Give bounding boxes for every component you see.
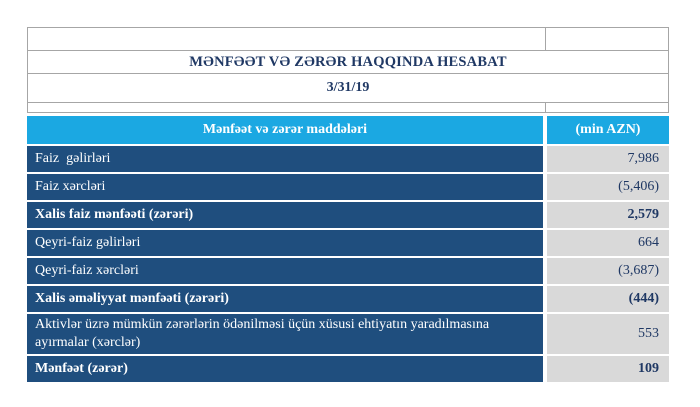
row-label: Faiz gəlirləri xyxy=(27,146,543,172)
row-value: (3,687) xyxy=(547,258,669,284)
empty-cell xyxy=(546,28,669,51)
report-title: MƏNFƏƏT VƏ ZƏRƏR HAQQINDA HESABAT xyxy=(28,51,669,74)
row-label: Xalis faiz mənfəəti (zərəri) xyxy=(27,202,543,228)
empty-row xyxy=(28,28,669,51)
column-header-items: Mənfəət və zərər maddələri xyxy=(27,116,543,144)
date-row xyxy=(28,74,669,103)
row-value: 553 xyxy=(547,314,669,354)
report-body xyxy=(27,116,669,382)
profit-loss-report xyxy=(27,27,669,382)
table-row-subtotal xyxy=(27,286,669,312)
table-row xyxy=(27,314,669,354)
column-header-unit: (min AZN) xyxy=(547,116,669,144)
table-row-total xyxy=(27,356,669,382)
table-row xyxy=(27,174,669,200)
column-header-row xyxy=(27,116,669,144)
row-value: 7,986 xyxy=(547,146,669,172)
table-row xyxy=(27,230,669,256)
row-label: Qeyri-faiz gəlirləri xyxy=(27,230,543,256)
row-value: 664 xyxy=(547,230,669,256)
empty-cell xyxy=(28,103,546,113)
empty-cell xyxy=(546,103,669,113)
title-row xyxy=(28,51,669,74)
spacer-row xyxy=(28,103,669,113)
table-row-subtotal xyxy=(27,202,669,228)
table-row xyxy=(27,258,669,284)
empty-cell xyxy=(28,28,546,51)
row-value: (5,406) xyxy=(547,174,669,200)
report-date: 3/31/19 xyxy=(28,74,669,103)
report-header-table xyxy=(27,27,669,113)
row-label: Aktivlər üzrə mümkün zərərlərin ödənilməsi üçün xüsusi ehtiyatın yaradılmasına ayırmalar (xərclər) xyxy=(27,314,543,354)
table-row xyxy=(27,146,669,172)
row-label: Mənfəət (zərər) xyxy=(27,356,543,382)
row-value: 2,579 xyxy=(547,202,669,228)
row-label: Xalis əməliyyat mənfəəti (zərəri) xyxy=(27,286,543,312)
row-value: 109 xyxy=(547,356,669,382)
row-label: Qeyri-faiz xərcləri xyxy=(27,258,543,284)
row-value: (444) xyxy=(547,286,669,312)
row-label: Faiz xərcləri xyxy=(27,174,543,200)
